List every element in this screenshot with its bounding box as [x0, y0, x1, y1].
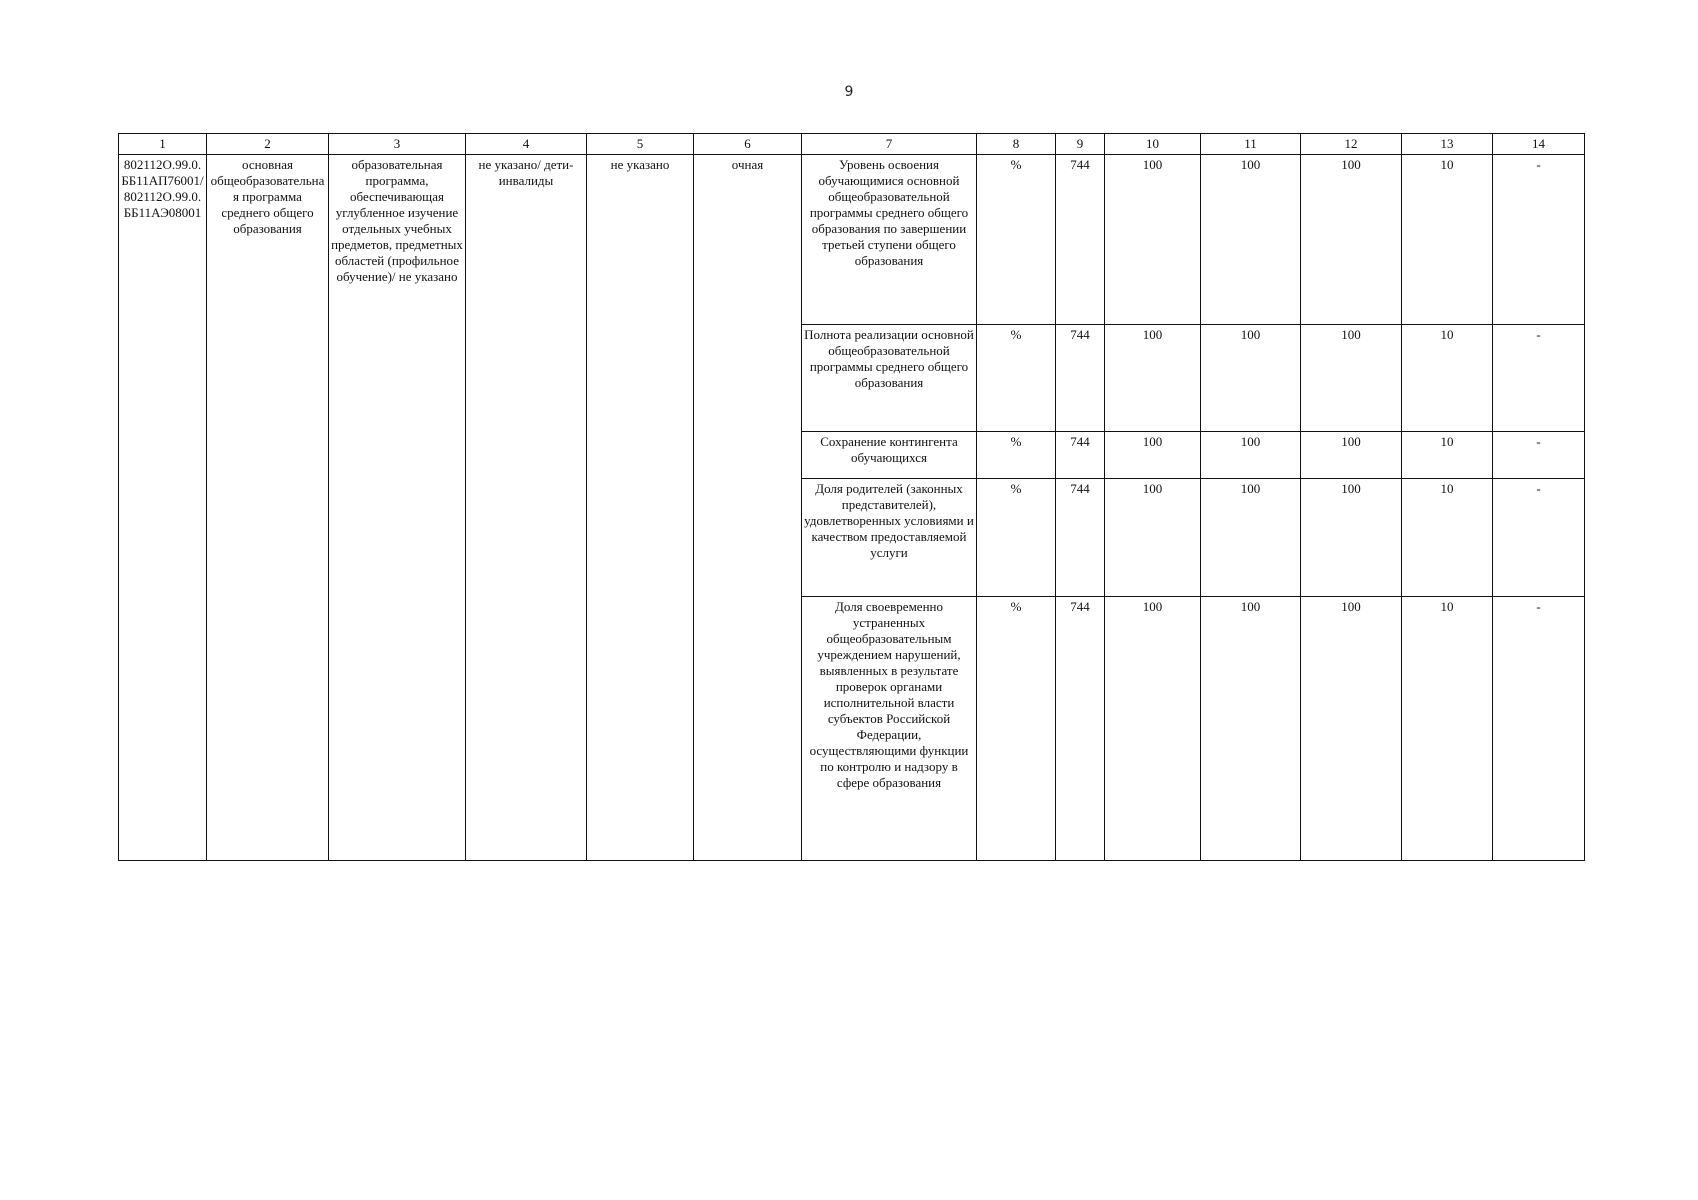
- okei-cell: 744: [1056, 479, 1105, 597]
- category-cell: не указано/ дети-инвалиды: [466, 155, 587, 861]
- column-header: 1: [119, 134, 207, 155]
- indicator-name-cell: Доля родителей (законных представителей), удовлетворенных условиями и качеством предоставляемой услуги: [802, 479, 977, 597]
- column-header: 3: [329, 134, 466, 155]
- unit-cell: %: [977, 597, 1056, 861]
- okei-cell: 744: [1056, 155, 1105, 325]
- col14-cell: -: [1493, 325, 1585, 432]
- col14-cell: -: [1493, 432, 1585, 479]
- column-header: 4: [466, 134, 587, 155]
- value-cell: 100: [1301, 597, 1402, 861]
- unit-cell: %: [977, 155, 1056, 325]
- deviation-cell: 10: [1402, 155, 1493, 325]
- column-header: 9: [1056, 134, 1105, 155]
- value-cell: 100: [1105, 325, 1201, 432]
- deviation-cell: 10: [1402, 597, 1493, 861]
- indicator-name-cell: Уровень освоения обучающимися основной общеобразовательной программы среднего общего образования по завершении третьей ступени общего образования: [802, 155, 977, 325]
- form-cell: очная: [694, 155, 802, 861]
- service-code-cell: 802112О.99.0.ББ11АП76001/802112О.99.0.ББ11АЭ08001: [119, 155, 207, 861]
- column-header: 10: [1105, 134, 1201, 155]
- value-cell: 100: [1105, 155, 1201, 325]
- column-header: 6: [694, 134, 802, 155]
- okei-cell: 744: [1056, 432, 1105, 479]
- unit-cell: %: [977, 325, 1056, 432]
- page-number: 9: [844, 84, 854, 100]
- unit-cell: %: [977, 432, 1056, 479]
- col14-cell: -: [1493, 597, 1585, 861]
- column-header: 14: [1493, 134, 1585, 155]
- place-cell: не указано: [587, 155, 694, 861]
- value-cell: 100: [1201, 325, 1301, 432]
- indicator-name-cell: Доля своевременно устраненных общеобразовательным учреждением нарушений, выявленных в результате проверок органами исполнительной власти субъектов Российской Федерации, осуществляющими функции по контролю и надзору в сфере образования: [802, 597, 977, 861]
- quality-indicators-table: [118, 133, 1585, 861]
- col14-cell: -: [1493, 479, 1585, 597]
- header-row: [119, 134, 1585, 155]
- value-cell: 100: [1201, 432, 1301, 479]
- indicator-name-cell: Сохранение контингента обучающихся: [802, 432, 977, 479]
- deviation-cell: 10: [1402, 479, 1493, 597]
- program-cell: основная общеобразовательная программа среднего общего образования: [207, 155, 329, 861]
- deviation-cell: 10: [1402, 325, 1493, 432]
- value-cell: 100: [1105, 432, 1201, 479]
- unit-cell: %: [977, 479, 1056, 597]
- column-header: 7: [802, 134, 977, 155]
- table-row: [119, 155, 1585, 325]
- value-cell: 100: [1201, 597, 1301, 861]
- value-cell: 100: [1301, 325, 1402, 432]
- column-header: 8: [977, 134, 1056, 155]
- column-header: 13: [1402, 134, 1493, 155]
- okei-cell: 744: [1056, 325, 1105, 432]
- value-cell: 100: [1201, 155, 1301, 325]
- value-cell: 100: [1301, 155, 1402, 325]
- column-header: 11: [1201, 134, 1301, 155]
- column-header: 2: [207, 134, 329, 155]
- col14-cell: -: [1493, 155, 1585, 325]
- column-header: 12: [1301, 134, 1402, 155]
- deviation-cell: 10: [1402, 432, 1493, 479]
- value-cell: 100: [1301, 479, 1402, 597]
- value-cell: 100: [1301, 432, 1402, 479]
- value-cell: 100: [1201, 479, 1301, 597]
- content-cell: образовательная программа, обеспечивающая углубленное изучение отдельных учебных предметов, предметных областей (профильное обучение)/ не указано: [329, 155, 466, 861]
- value-cell: 100: [1105, 597, 1201, 861]
- indicator-name-cell: Полнота реализации основной общеобразовательной программы среднего общего образования: [802, 325, 977, 432]
- value-cell: 100: [1105, 479, 1201, 597]
- okei-cell: 744: [1056, 597, 1105, 861]
- column-header: 5: [587, 134, 694, 155]
